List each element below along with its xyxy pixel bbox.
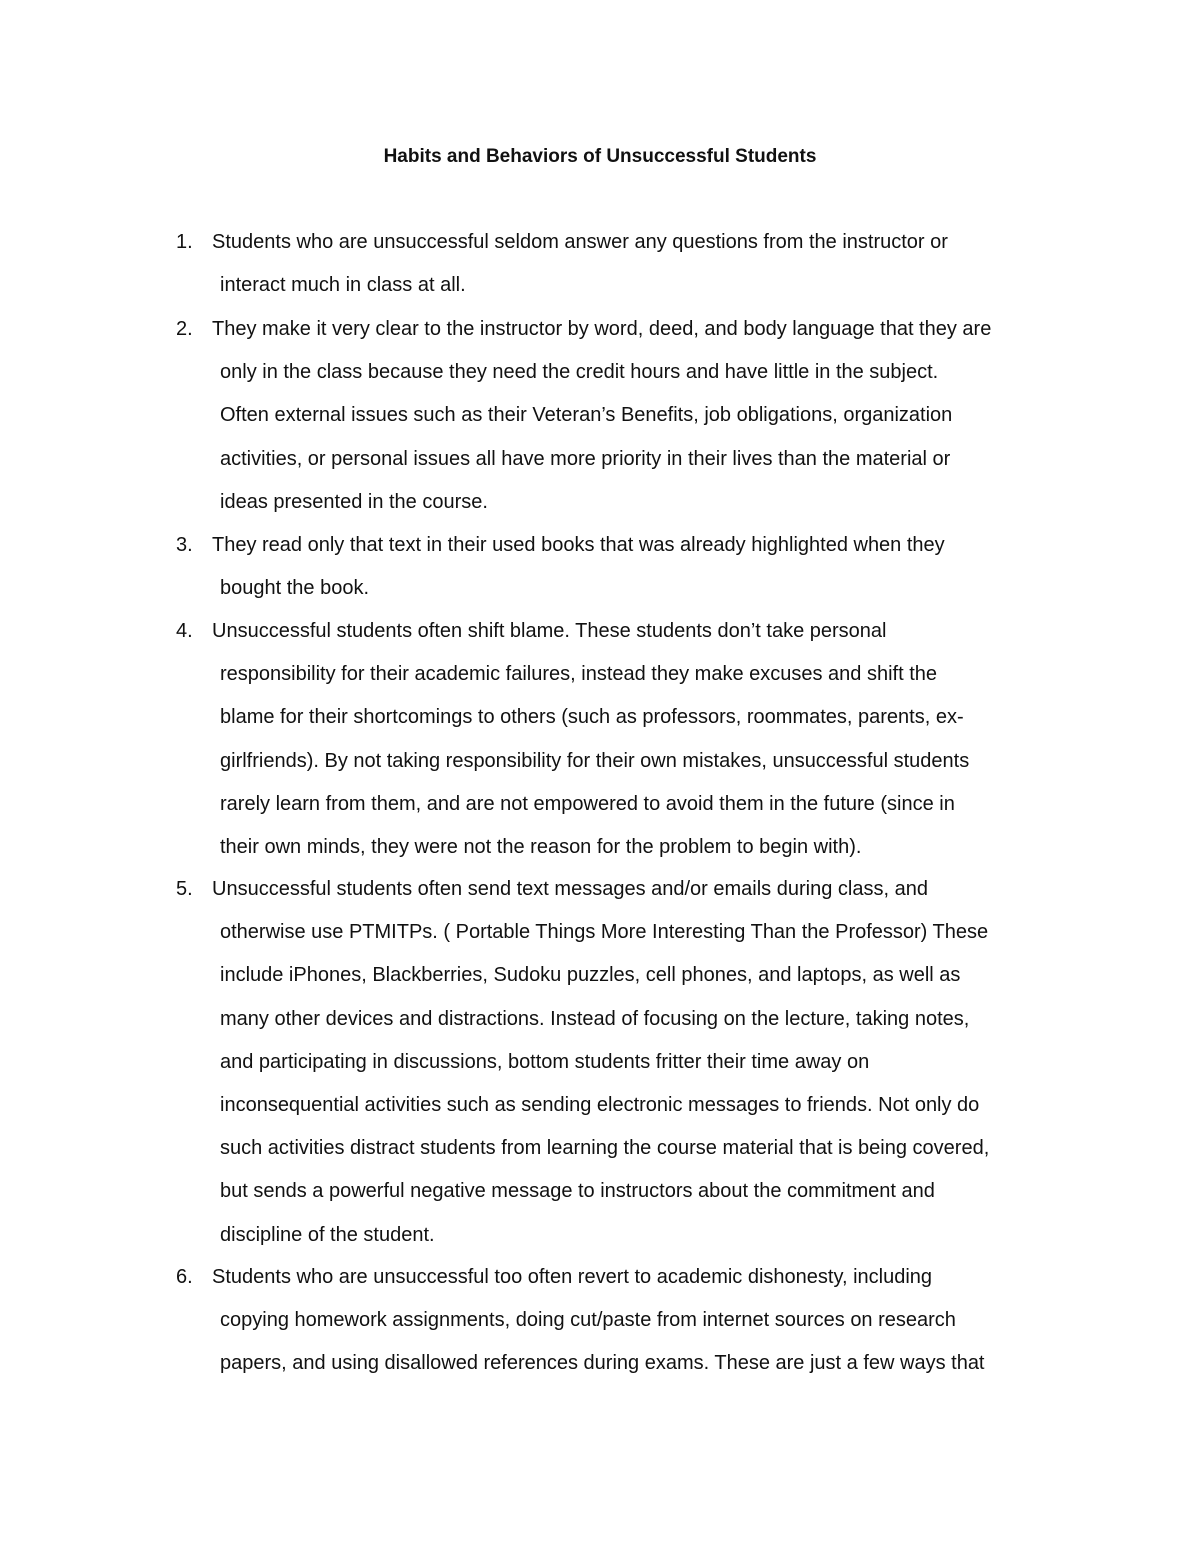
list-item-number: 4. — [176, 620, 193, 642]
list-item-number: 5. — [176, 878, 193, 900]
list-item-line: papers, and using disallowed references during exams. These are just a few ways that — [220, 1352, 985, 1375]
page-title: Habits and Behaviors of Unsuccessful Students — [383, 146, 817, 167]
list-item-line: They make it very clear to the instructor by word, deed, and body language that they are — [212, 318, 992, 340]
list-item-line: copying homework assignments, doing cut/paste from internet sources on research — [220, 1309, 956, 1332]
list-item — [0, 1256, 1200, 1386]
list-item-line: only in the class because they need the credit hours and have little in the subject. — [220, 361, 939, 384]
list-item-line: their own minds, they were not the reason for the problem to begin with). — [220, 836, 862, 859]
list-item-number: 2. — [176, 318, 193, 340]
list-item-line: many other devices and distractions. Instead of focusing on the lecture, taking notes, — [220, 1007, 970, 1030]
list-item — [0, 610, 1200, 869]
list-item-line: Unsuccessful students often shift blame. These students don’t take personal — [212, 620, 887, 642]
list-item-line: rarely learn from them, and are not empowered to avoid them in the future (since in — [220, 792, 955, 815]
list-item-number: 1. — [176, 231, 193, 253]
list-item-line: ideas presented in the course. — [220, 490, 488, 513]
list-item-line: and participating in discussions, bottom students fritter their time away on — [220, 1050, 870, 1073]
list-item-line: discipline of the student. — [220, 1223, 435, 1246]
list-item-line: such activities distract students from learning the course material that is being covered, — [220, 1137, 990, 1160]
list-item — [0, 308, 1200, 524]
list-item-number: 3. — [176, 534, 193, 556]
list-item-line: include iPhones, Blackberries, Sudoku puzzles, cell phones, and laptops, as well as — [220, 964, 961, 987]
list-item-line: Students who are unsuccessful too often revert to academic dishonesty, including — [212, 1266, 933, 1288]
list-item-line: interact much in class at all. — [220, 274, 466, 297]
list-item-line: Unsuccessful students often send text messages and/or emails during class, and — [212, 878, 928, 900]
list-item-line: bought the book. — [220, 577, 370, 600]
list-item-line: They read only that text in their used books that was already highlighted when they — [212, 534, 945, 556]
list-item-line: responsibility for their academic failures, instead they make excuses and shift the — [220, 663, 938, 686]
list-item — [0, 524, 1200, 610]
list-item-number: 6. — [176, 1266, 193, 1288]
list-item-line: activities, or personal issues all have more priority in their lives than the material or — [220, 447, 951, 470]
list-item-line: inconsequential activities such as sending electronic messages to friends. Not only do — [220, 1094, 980, 1117]
list-item — [0, 868, 1200, 1257]
list-item-line: otherwise use PTMITPs. ( Portable Things More Interesting Than the Professor) These — [220, 921, 989, 944]
list-item-line: but sends a powerful negative message to instructors about the commitment and — [220, 1180, 935, 1203]
list-item — [0, 221, 1200, 307]
list-item-line: Often external issues such as their Veteran’s Benefits, job obligations, organization — [220, 404, 953, 427]
list-item-line: Students who are unsuccessful seldom answer any questions from the instructor or — [212, 231, 948, 253]
list-item-line: girlfriends). By not taking responsibility for their own mistakes, unsuccessful students — [220, 749, 970, 772]
list-item-line: blame for their shortcomings to others (such as professors, roommates, parents, ex- — [220, 706, 964, 729]
